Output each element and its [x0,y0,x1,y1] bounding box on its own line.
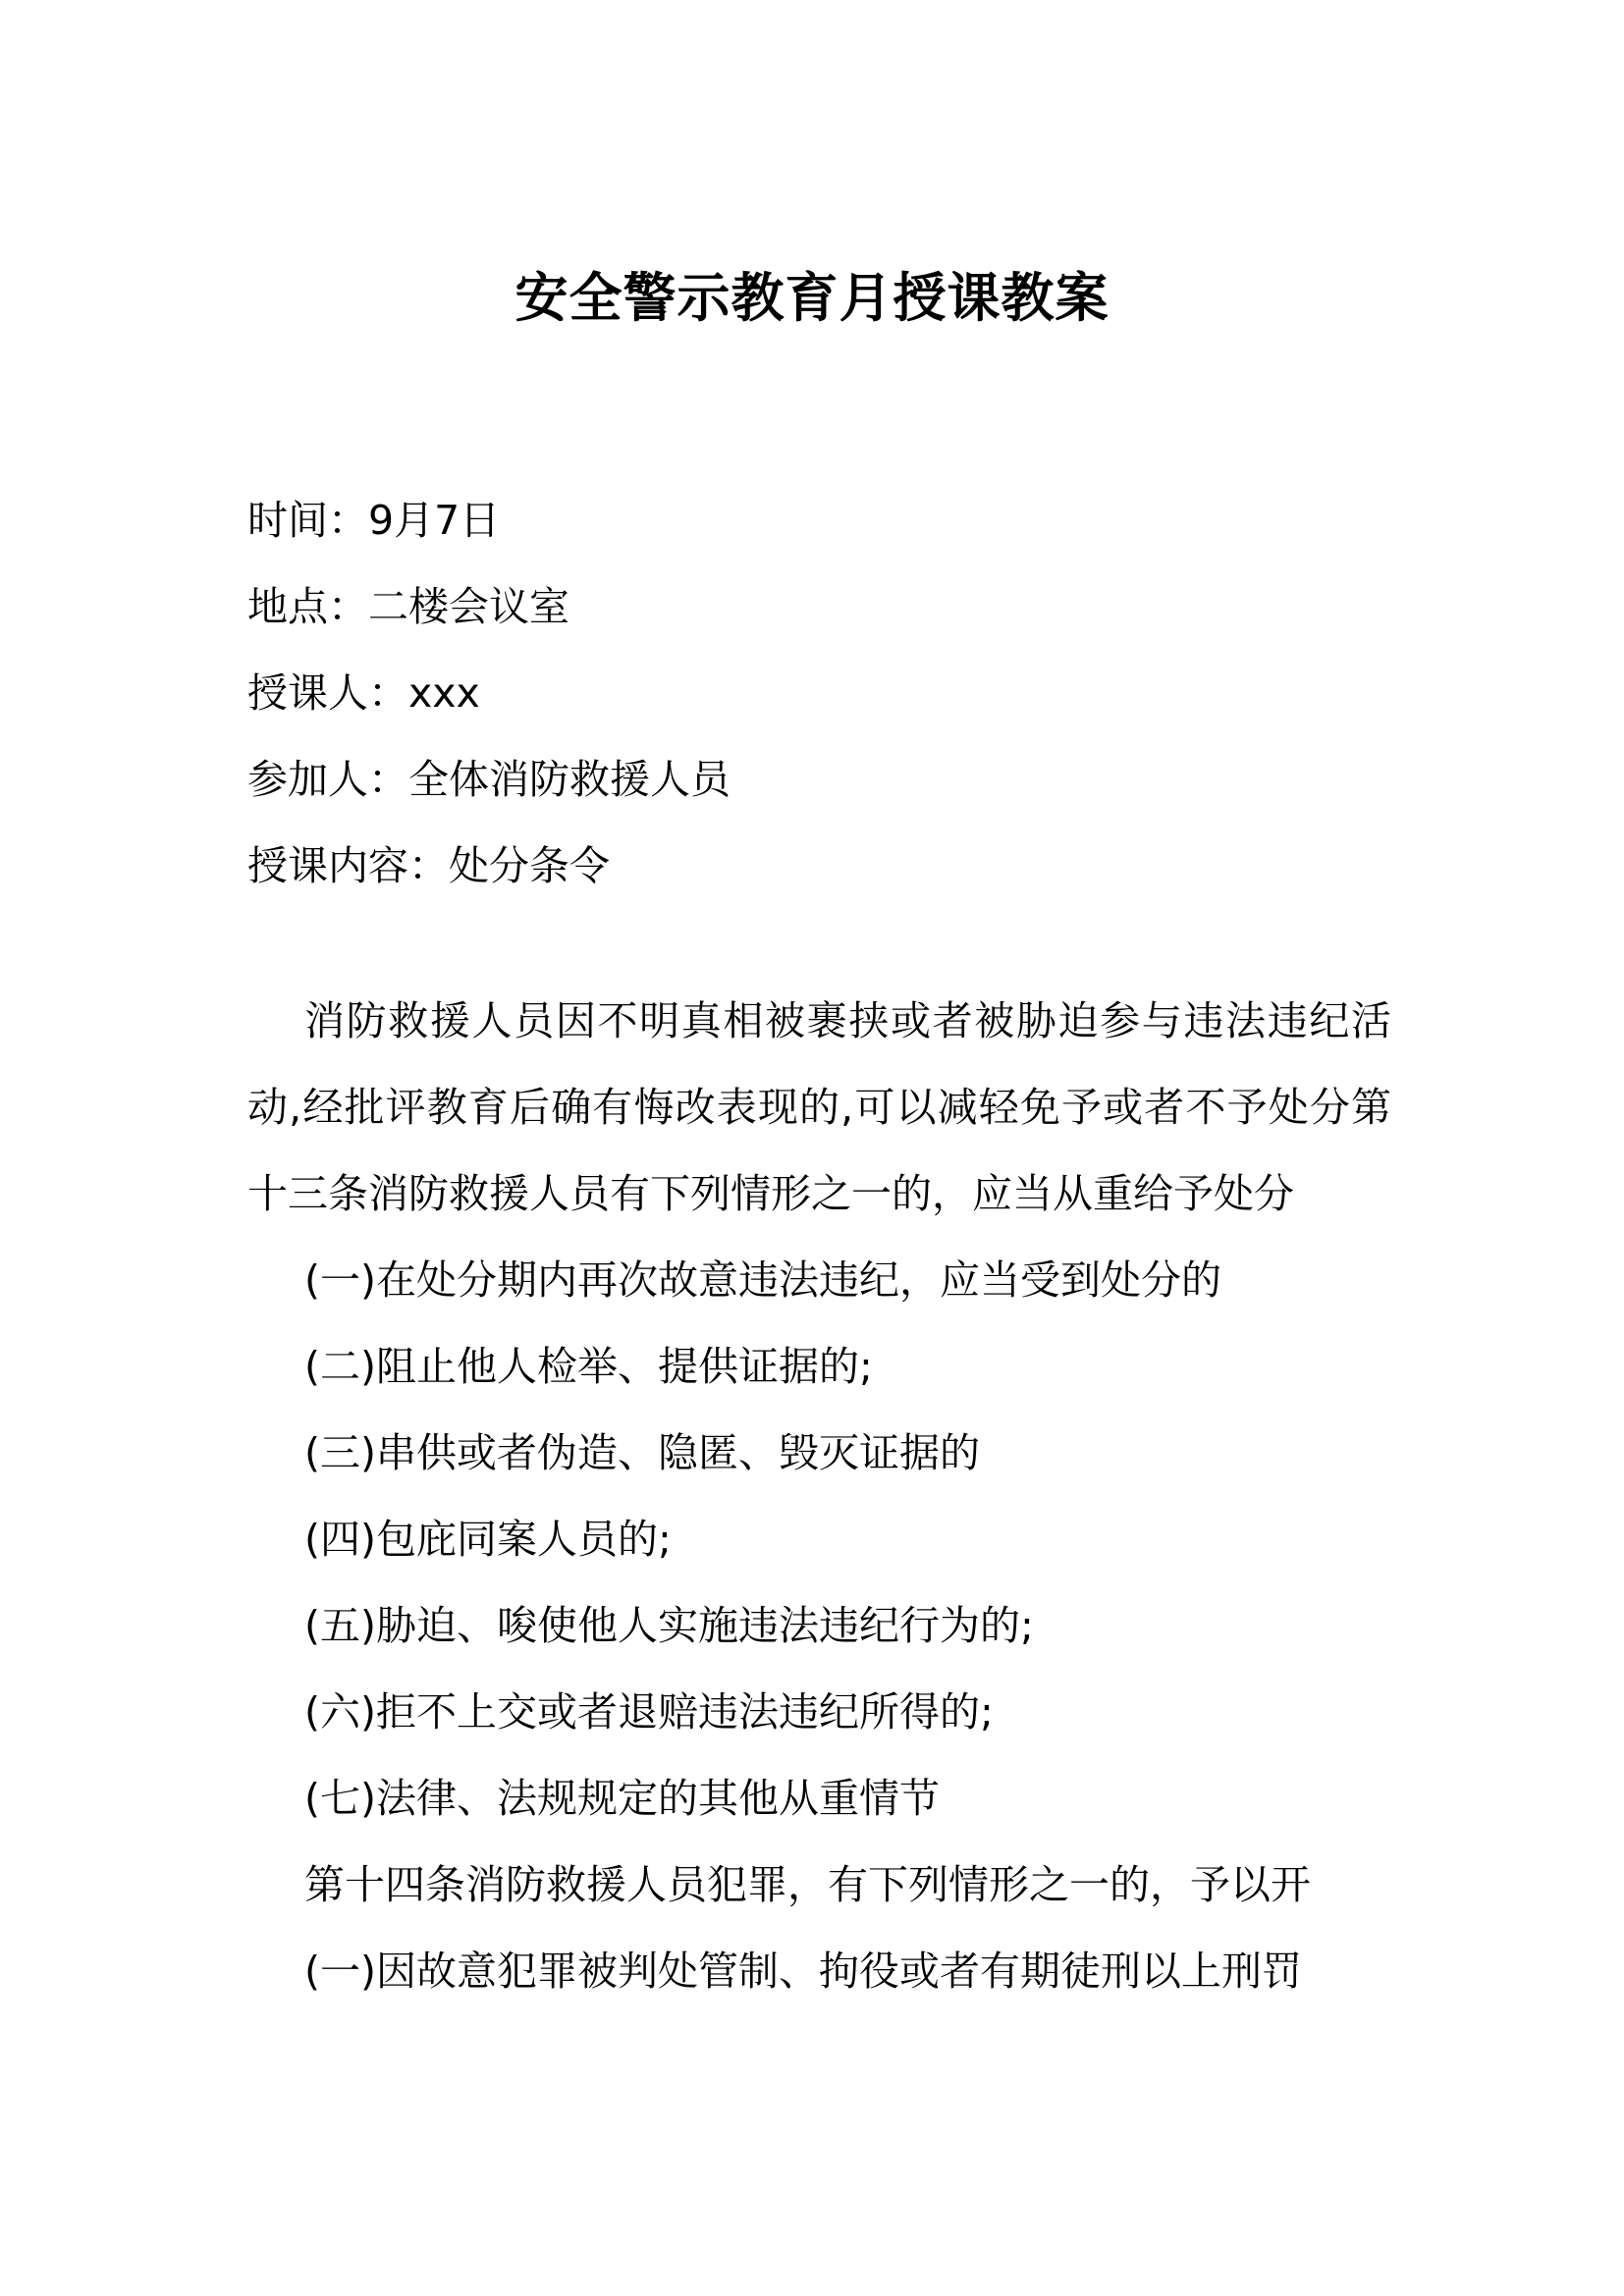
list-item: (一)因故意犯罪被判处管制、拘役或者有期徒刑以上刑罚 [304,1948,1302,1995]
list-item: (五)胁迫、唆使他人实施违法违纪行为的; [304,1602,1034,1649]
lesson-participants: 参加人：全体消防救援人员 [247,756,731,803]
body-paragraph: 消防救援人员因不明真相被裹挟或者被胁迫参与违法违纪活动,经批评教育后确有悔改表现的,可以减轻免予或者不予处分第十三条消防救援人员有下列情形之一的，应当从重给予处分 [247,997,1391,1217]
article-heading: 第十四条消防救援人员犯罪，有下列情形之一的，予以开 [304,1861,1311,1908]
lesson-info [247,477,1406,909]
list-item: (四)包庇同案人员的; [304,1516,672,1563]
lesson-instructor: 授课人：xxx [247,669,480,717]
list-item: (七)法律、法规规定的其他从重情节 [304,1775,940,1822]
lesson-time: 时间：9月7日 [247,497,501,544]
document-title: 安全警示教育月授课教案 [514,266,1110,329]
lesson-location: 地点：二楼会议室 [247,583,569,630]
document-body [247,978,1391,2014]
list-item: (二)阻止他人检举、提供证据的; [304,1343,873,1390]
list-item: (三)串供或者伪造、隐匿、毁灭证据的 [304,1429,980,1476]
list-item: (一)在处分期内再次故意违法违纪，应当受到处分的 [304,1256,1221,1304]
list-item: (六)拒不上交或者退赔违法违纪所得的; [304,1688,994,1735]
lesson-content: 授课内容：处分条令 [247,842,610,889]
